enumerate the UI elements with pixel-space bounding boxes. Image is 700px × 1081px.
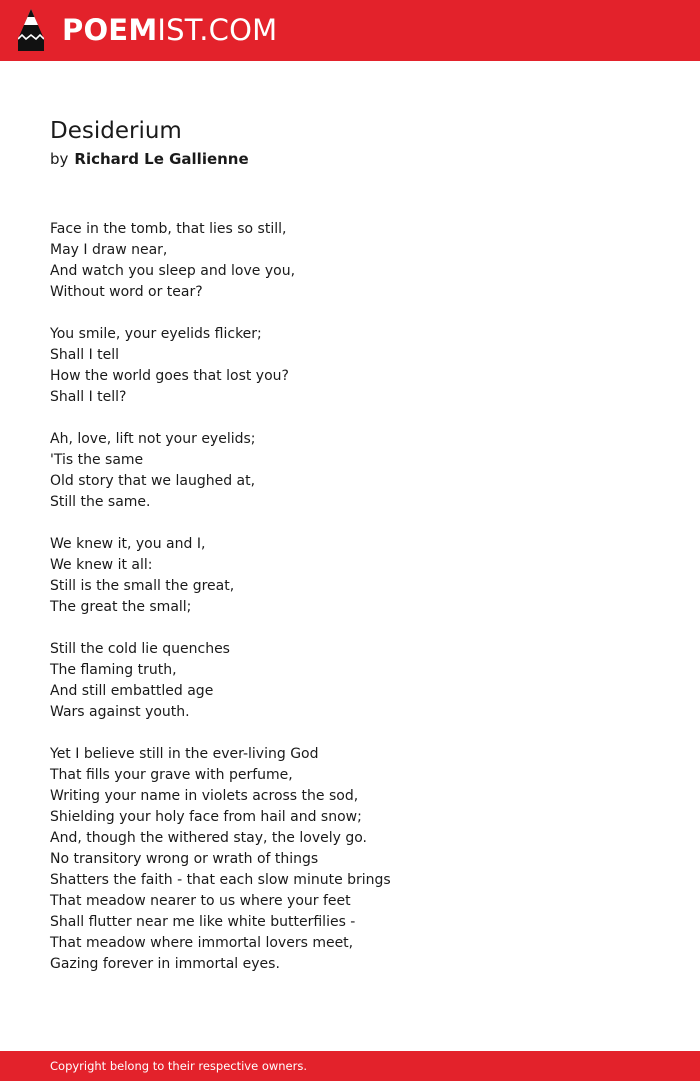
poem-line: Face in the tomb, that lies so still,	[50, 221, 287, 237]
poem-line: And watch you sleep and love you,	[50, 263, 296, 279]
site-header	[0, 0, 700, 61]
pencil-icon	[18, 9, 44, 51]
poem-line: Still is the small the great,	[50, 578, 235, 594]
poem-line: You smile, your eyelids flicker;	[50, 326, 262, 342]
poem-line: Yet I believe still in the ever-living God	[50, 746, 319, 762]
author-name: Richard Le Gallienne	[74, 150, 249, 168]
brand-bold: POEM	[62, 13, 158, 47]
poem-line: May I draw near,	[50, 242, 168, 258]
stanza	[50, 639, 650, 723]
poem-line: And still embattled age	[50, 683, 214, 699]
poem-line: Still the same.	[50, 494, 151, 510]
poem-line: That fills your grave with perfume,	[50, 767, 293, 783]
poem-line: The flaming truth,	[50, 662, 177, 678]
poem-line: And, though the withered stay, the lovely go.	[50, 830, 367, 846]
poem-line: No transitory wrong or wrath of things	[50, 851, 319, 867]
poem-line: How the world goes that lost you?	[50, 368, 289, 384]
stanza	[50, 744, 650, 975]
poem-line: 'Tis the same	[50, 452, 144, 468]
by-label: by	[50, 150, 69, 168]
poem-line: Writing your name in violets across the sod,	[50, 788, 359, 804]
poem-line: Shall I tell	[50, 347, 120, 363]
poem-line: That meadow where immortal lovers meet,	[50, 935, 354, 951]
site-logo-text[interactable]	[62, 13, 277, 47]
poem-line: Shielding your holy face from hail and snow;	[50, 809, 362, 825]
brand-light: IST.COM	[157, 13, 278, 47]
poem-line: Old story that we laughed at,	[50, 473, 256, 489]
poem-line: Still the cold lie quenches	[50, 641, 230, 657]
poem-line: We knew it all:	[50, 557, 153, 573]
poem-line: Ah, love, lift not your eyelids;	[50, 431, 256, 447]
poem-line: Shall flutter near me like white butterfilies -	[50, 914, 356, 930]
stanza	[50, 534, 650, 618]
poem-line: The great the small;	[50, 599, 192, 615]
copyright-notice: Copyright belong to their respective owners.	[50, 1059, 308, 1073]
byline	[50, 149, 249, 169]
poem-body	[50, 219, 650, 996]
stanza	[50, 219, 650, 303]
poem-line: Shatters the faith - that each slow minute brings	[50, 872, 391, 888]
poem-title: Desiderium	[50, 118, 182, 144]
poem-line: Shall I tell?	[50, 389, 127, 405]
poem-line: Gazing forever in immortal eyes.	[50, 956, 280, 972]
stanza	[50, 324, 650, 408]
poem-line: We knew it, you and I,	[50, 536, 206, 552]
site-footer	[0, 1051, 700, 1081]
stanza	[50, 429, 650, 513]
poem-line: Without word or tear?	[50, 284, 203, 300]
poem-line: Wars against youth.	[50, 704, 190, 720]
poem-line: That meadow nearer to us where your feet	[50, 893, 351, 909]
